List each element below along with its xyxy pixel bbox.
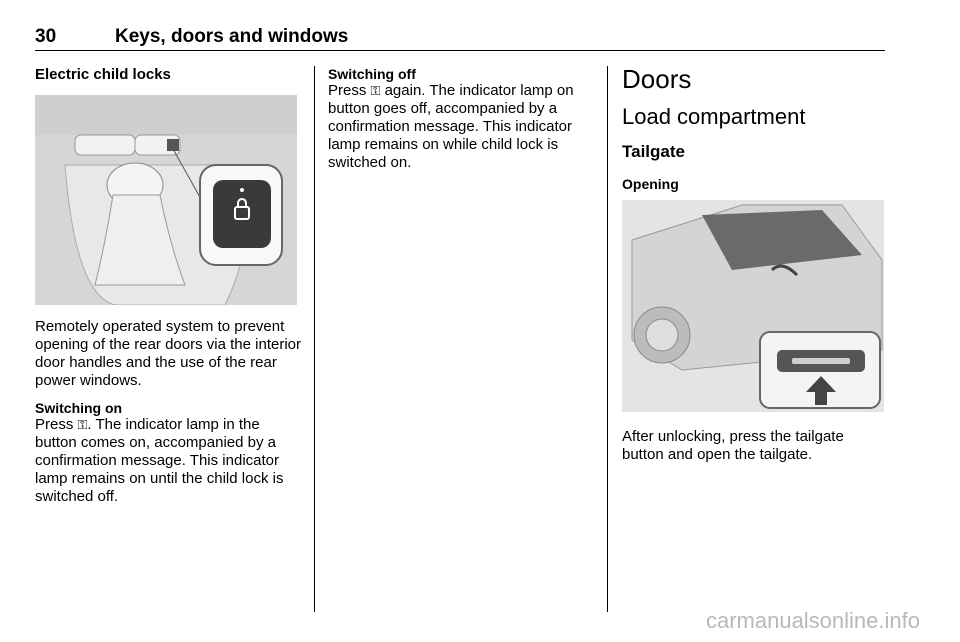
column-switching-off xyxy=(328,66,594,172)
child-lock-icon: ⚿ xyxy=(370,83,381,98)
column-divider xyxy=(314,66,315,612)
center-console-illustration xyxy=(35,95,297,305)
column-doors xyxy=(622,64,888,464)
tailgate-illustration xyxy=(622,200,884,412)
switching-on-paragraph: Press ⚿. The indicator lamp in the button comes on, accompanied by a confirmation message. This indicator lamp remains on until the child lock is switched off. xyxy=(35,416,284,505)
page-header xyxy=(35,26,885,51)
column-divider xyxy=(607,66,608,612)
switching-off-paragraph: Press ⚿ again. The indicator lamp on button goes off, accompanied by a confirmation message. This indicator lamp remains on while child lock is switched on. xyxy=(328,82,574,171)
section-title: Doors xyxy=(622,64,692,94)
column-child-locks xyxy=(35,66,301,506)
switching-off-heading: Switching off xyxy=(328,66,416,82)
opening-heading: Opening xyxy=(622,176,679,192)
page-number: 30 xyxy=(35,26,57,47)
section-heading: Electric child locks xyxy=(35,66,171,83)
switching-on-heading: Switching on xyxy=(35,400,123,416)
intro-paragraph: Remotely operated system to prevent opening of the rear doors via the interior door handles and the use of the rear power windows. xyxy=(35,318,301,389)
watermark: carmanualsonline.info xyxy=(705,608,920,633)
chapter-title: Keys, doors and windows xyxy=(115,26,349,47)
tailgate-caption: After unlocking, press the tailgate button and open the tailgate. xyxy=(622,428,844,463)
topic-title: Tailgate xyxy=(622,142,685,161)
subsection-title: Load compartment xyxy=(622,104,806,129)
child-lock-icon: ⚿ xyxy=(77,417,88,432)
